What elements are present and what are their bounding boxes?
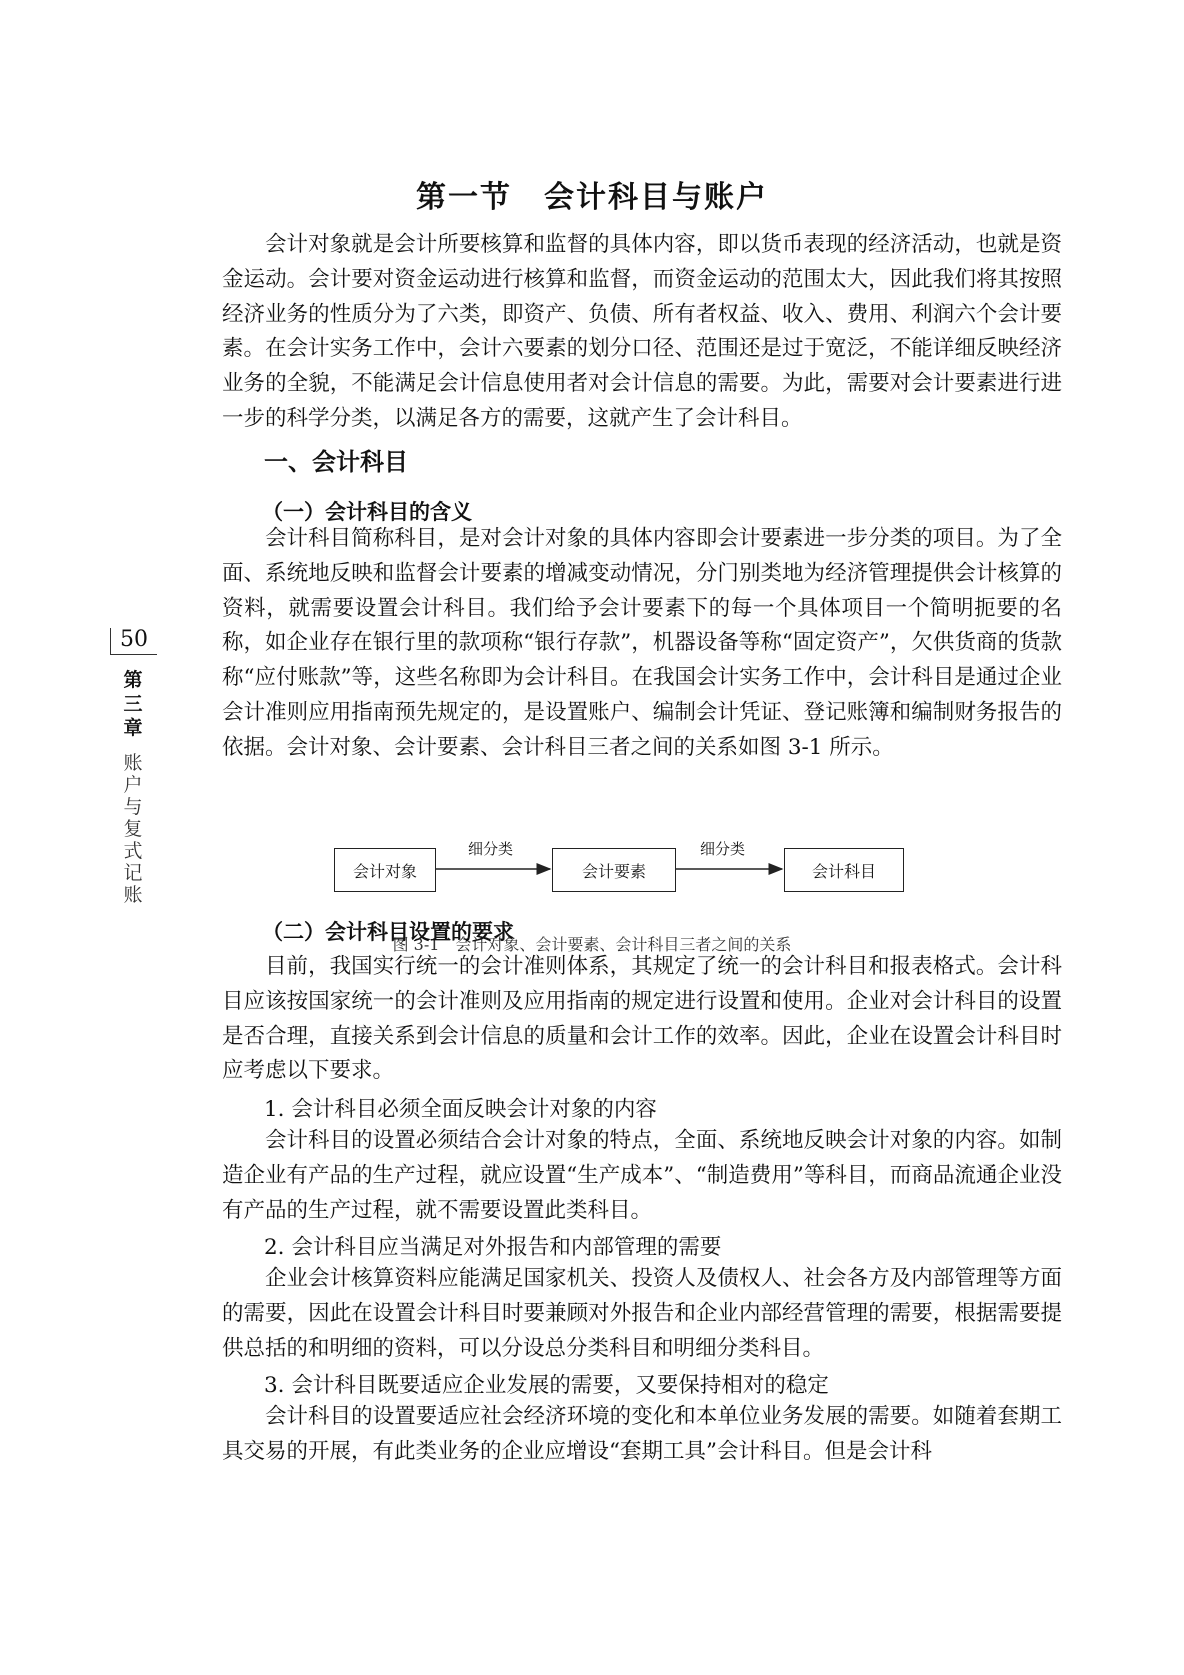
item-2-text: 企业会计核算资料应能满足国家机关、投资人及债权人、社会各方及内部管理等方面的需要，因此在设置会计科目时要兼顾对外报告和企业内部经营管理的需要，根据需要提供总括的和明细的资料，可以分设总分类科目和明细分类科目。 [222,1266,1062,1361]
arrow-label-1: 细分类 [468,840,514,858]
subheading-requirements: （二）会计科目设置的要求 [262,920,514,944]
requirements-paragraph [222,950,1062,1089]
requirement-item-3: 3. 会计科目既要适应企业发展的需要，又要保持相对的稳定 [264,1373,829,1398]
item-1-text: 会计科目的设置必须结合会计对象的特点，全面、系统地反映会计对象的内容。如制造企业有产品的生产过程，就应设置“生产成本”、“制造费用”等科目，而商品流通企业没有产品的生产过程，就不需要设置此类科目。 [222,1128,1062,1223]
heading-accounting-subjects: 一、会计科目 [264,448,408,476]
meaning-paragraph [222,522,1062,766]
intro-text: 会计对象就是会计所要核算和监督的具体内容，即以货币表现的经济活动，也就是资金运动。会计要对资金运动进行核算和监督，而资金运动的范围太大，因此我们将其按照经济业务的性质分为了六类，即资产、负债、所有者权益、收入、费用、利润六个会计要素。在会计实务工作中，会计六要素的划分口径、范围还是过于宽泛，不能详细反映经济业务的全貌，不能满足会计信息使用者对会计信息的需要。为此，需要对会计要素进行进一步的科学分类，以满足各方的需要，这就产生了会计科目。 [222,232,1062,431]
box-accounting-elements: 会计要素 [552,848,676,892]
meaning-text: 会计科目简称科目，是对会计对象的具体内容即会计要素进一步分类的项目。为了全面、系统地反映和监督会计要素的增减变动情况，分门别类地为经济管理提供会计核算的资料，就需要设置会计科目。我们给予会计要素下的每一个具体项目一个简明扼要的名称，如企业存在银行里的款项称“银行存款”，机器设备等称“固定资产”，欠供货商的货款称“应付账款”等，这些名称即为会计科目。在我国会计实务工作中，会计科目是通过企业会计准则应用指南预先规定的，是设置账户、编制会计凭证、登记账簿和编制财务报告的依据。会计对象、会计要素、会计科目三者之间的关系如图 3-1 所示。 [222,526,1062,760]
arrow-label-2: 细分类 [700,840,746,858]
figure-caption: 图 3-1 会计对象、会计要素、会计科目三者之间的关系 [392,935,792,954]
section-title: 第一节 会计科目与账户 [416,180,768,215]
item-3-text: 会计科目的设置要适应社会经济环境的变化和本单位业务发展的需要。如随着套期工具交易的开展，有此类业务的企业应增设“套期工具”会计科目。但是会计科 [222,1404,1062,1464]
intro-paragraph [222,228,1062,437]
relationship-diagram [334,838,954,898]
subheading-meaning: （一）会计科目的含义 [262,500,472,524]
item-2-paragraph [222,1262,1062,1366]
chapter-label: 第三章 [123,669,143,739]
item-3-paragraph [222,1400,1062,1470]
requirement-item-1: 1. 会计科目必须全面反映会计对象的内容 [264,1097,657,1122]
box-accounting-object: 会计对象 [334,848,436,892]
page-number: 50 [110,628,157,655]
box-accounting-subjects: 会计科目 [784,848,904,892]
chapter-title: 账户与复式记账 [123,752,143,906]
requirements-text: 目前，我国实行统一的会计准则体系，其规定了统一的会计科目和报表格式。会计科目应该按国家统一的会计准则及应用指南的规定进行设置和使用。企业对会计科目的设置是否合理，直接关系到会计信息的质量和会计工作的效率。因此，企业在设置会计科目时应考虑以下要求。 [222,954,1062,1084]
requirement-item-2: 2. 会计科目应当满足对外报告和内部管理的需要 [264,1235,722,1260]
item-1-paragraph [222,1124,1062,1228]
